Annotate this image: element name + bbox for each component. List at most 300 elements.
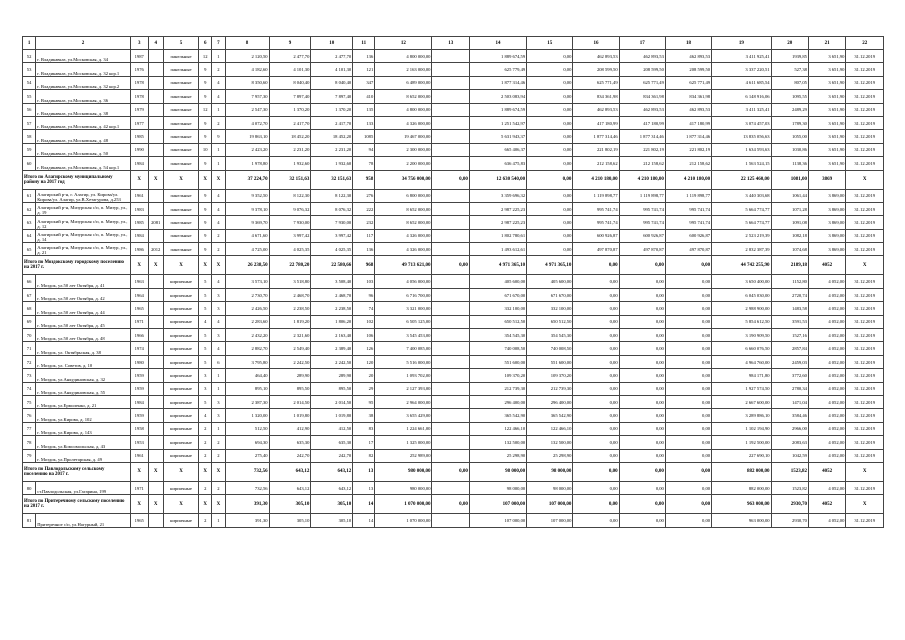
table-cell: 31.12.2019	[846, 63, 884, 76]
table-cell: 4 671,60	[225, 229, 269, 242]
table-cell: X	[130, 256, 148, 275]
table-cell	[432, 216, 469, 229]
table-cell: 1 019,80	[311, 409, 353, 422]
address-cell: Алагирский р-н, г. Алагир, ул. Кирова/ул. Кирова/ул. Алагир, ул.В.Хетагурова, д.253	[36, 189, 131, 202]
table-cell	[432, 202, 469, 215]
table-cell: 635,30	[311, 436, 353, 449]
table-cell: 22 125 460,00	[712, 170, 771, 189]
table-cell: 2	[212, 436, 225, 449]
table-cell: 2 238,50	[311, 302, 353, 315]
table-cell	[432, 288, 469, 301]
table-cell	[432, 302, 469, 315]
table-cell: 4	[212, 216, 225, 229]
address-cell: г. Моздок, ул.Анкудиновская, д. 32	[36, 369, 131, 382]
address-cell: Алагирский р-н, Мизурская с/п, п. Мизур, ул., д. 19	[36, 202, 131, 215]
table-cell: 3 074 457,03	[712, 116, 771, 129]
table-cell: кирпичные	[163, 436, 198, 449]
table-cell: 2 523 219,39	[712, 229, 771, 242]
table-cell: 2 387,30	[225, 395, 269, 408]
table-cell: 512,50	[225, 422, 269, 435]
table-cell: 1 119 898,77	[573, 189, 619, 202]
table-cell: 2 477,70	[311, 50, 353, 63]
table-cell: 242,70	[269, 449, 311, 462]
table-cell: 71	[23, 342, 36, 355]
table-cell	[432, 409, 469, 422]
table-cell	[148, 514, 163, 527]
table-cell: 1959	[130, 382, 148, 395]
table-cell: 32 151,63	[311, 170, 353, 189]
table-cell	[148, 329, 163, 342]
table-cell: 1 927 574,50	[712, 382, 771, 395]
table-cell: 5	[199, 342, 212, 355]
column-number-cell: 9	[269, 37, 311, 50]
table-cell: 1961	[130, 189, 148, 202]
table-cell: 0,00	[573, 256, 619, 275]
table-cell	[148, 422, 163, 435]
table-cell: 0,00	[665, 462, 711, 481]
column-number-cell: 1	[23, 37, 36, 50]
table-cell: 625 771,49	[665, 76, 711, 89]
column-number-cell: 21	[808, 37, 845, 50]
table-cell: X	[199, 170, 212, 189]
table-cell: 0,00	[527, 157, 573, 170]
table-cell: 0,00	[665, 436, 711, 449]
table-cell: 3 869,00	[808, 229, 845, 242]
table-cell: 0,00	[665, 329, 711, 342]
address-cell: г. Моздок, ул.Анкудиновская, д. 55	[36, 382, 131, 395]
table-row	[23, 103, 884, 116]
table-cell: 1	[212, 103, 225, 116]
table-cell: 8 122,30	[311, 189, 353, 202]
table-cell: 3 289 886,10	[712, 409, 771, 422]
table-cell: 625 771,49	[619, 76, 665, 89]
address-cell: г. Моздок, ул.50 лет Октября, д. 48	[36, 329, 131, 342]
table-cell: 958	[353, 170, 375, 189]
table-cell: 305,10	[311, 514, 353, 527]
table-cell: 4 052,00	[808, 422, 845, 435]
table-cell: 102	[353, 315, 375, 328]
table-cell: 4 611 685,54	[712, 76, 771, 89]
address-cell: г. Моздок, ул.Кирова, д. 102	[36, 409, 131, 422]
table-cell: 1979	[130, 103, 148, 116]
table-cell: 3 651,90	[808, 116, 845, 129]
table-cell	[148, 436, 163, 449]
table-cell: 0,00	[619, 315, 665, 328]
table-cell: 96	[353, 288, 375, 301]
table-cell: 73	[23, 369, 36, 382]
table-cell: кирпичные	[163, 409, 198, 422]
table-row	[23, 315, 884, 328]
table-cell	[148, 302, 163, 315]
table-cell: 1985	[130, 130, 148, 143]
table-cell: 7 897,40	[311, 90, 353, 103]
table-cell: 107 000,00	[469, 495, 526, 514]
table-cell: 1030,86	[771, 143, 808, 156]
table-cell: 0,00	[665, 481, 711, 494]
table-cell: 20	[353, 369, 375, 382]
table-cell: 834 361,98	[619, 90, 665, 103]
table-cell: 1 325 000,00	[375, 436, 432, 449]
table-cell: 527,38	[771, 63, 808, 76]
table-cell: 0,00	[665, 288, 711, 301]
table-cell: 2 468,70	[269, 288, 311, 301]
table-cell: 107 000,00	[527, 514, 573, 527]
table-cell: 1 932,60	[311, 157, 353, 170]
table-cell: 882 000,00	[712, 481, 771, 494]
table-cell: 275,40	[225, 449, 269, 462]
table-cell: 69	[23, 315, 36, 328]
table-cell: панельные	[163, 50, 198, 63]
table-cell: 1 889 674,59	[469, 50, 526, 63]
table-cell: 412,90	[269, 422, 311, 435]
subtotal-label: Итого по Притеречному сельскому поселению на 2017 г.	[23, 495, 131, 514]
column-number-cell: 8	[225, 37, 269, 50]
table-cell: 208 599,50	[573, 63, 619, 76]
table-cell: 31.12.2019	[846, 243, 884, 256]
table-cell: 7 897,40	[269, 90, 311, 103]
table-cell: 126	[353, 342, 375, 355]
table-cell: 980 000,00	[375, 481, 432, 494]
table-cell: 132 500,00	[527, 436, 573, 449]
table-cell: 296 400,00	[469, 395, 526, 408]
table-cell: 3 651,90	[808, 50, 845, 63]
address-cell: г. Моздок, ул.50 лет Октября, д. 41	[36, 275, 131, 288]
table-cell: 4 326 000,00	[375, 243, 432, 256]
table-row	[23, 355, 884, 368]
table-cell: 0,00	[527, 76, 573, 89]
table-cell: 8 040,40	[269, 76, 311, 89]
table-cell: 0,00	[573, 436, 619, 449]
table-cell: 1961	[130, 449, 148, 462]
table-row	[23, 243, 884, 256]
table-cell: 2459,03	[771, 355, 808, 368]
table-cell: 31.12.2019	[846, 514, 884, 527]
table-cell: 4 052,00	[808, 449, 845, 462]
table-cell: 740 008,50	[469, 342, 526, 355]
table-cell: 1939,85	[771, 50, 808, 63]
table-cell: 76	[23, 409, 36, 422]
table-cell: панельные	[163, 202, 198, 215]
table-cell: X	[199, 256, 212, 275]
table-cell: 0,00	[527, 130, 573, 143]
table-cell: 98 000,00	[469, 462, 526, 481]
address-cell: г. Владикавказ, ул.Московская, д. 54 кор.1	[36, 157, 131, 170]
table-cell: 3 795,80	[225, 355, 269, 368]
table-cell: 4	[199, 315, 212, 328]
table-cell: 0,00	[619, 395, 665, 408]
table-cell: 2 200 000,00	[375, 157, 432, 170]
table-row	[23, 63, 884, 76]
table-cell: 3 869,00	[808, 216, 845, 229]
table-cell: 1 563 524,15	[712, 157, 771, 170]
table-cell: 882 000,00	[712, 462, 771, 481]
table-cell: 9	[199, 216, 212, 229]
table-cell: 31.12.2019	[846, 449, 884, 462]
table-cell: 3 190 909,50	[712, 329, 771, 342]
table-cell: 4	[212, 90, 225, 103]
table-cell	[148, 449, 163, 462]
table-cell: 2 163 000,00	[375, 63, 432, 76]
table-cell: 2 667 600,00	[712, 395, 771, 408]
table-cell: 54	[23, 76, 36, 89]
column-number-cell: 19	[712, 37, 771, 50]
table-cell: 8 350,60	[225, 76, 269, 89]
table-row	[23, 436, 884, 449]
table-cell: 305,10	[269, 514, 311, 527]
table-cell: 0,00	[573, 422, 619, 435]
table-row	[23, 216, 884, 229]
table-cell: 1 093 702,00	[375, 369, 432, 382]
table-cell: 1984	[130, 395, 148, 408]
table-cell: 9	[199, 90, 212, 103]
table-cell: 31.12.2019	[846, 103, 884, 116]
table-cell	[432, 422, 469, 435]
table-cell: 106	[353, 329, 375, 342]
table-cell: 671 670,00	[527, 288, 573, 301]
table-cell: 19 863,10	[225, 130, 269, 143]
table-cell: 31.12.2019	[846, 409, 884, 422]
table-cell: 694,30	[225, 436, 269, 449]
table-cell: 75	[23, 395, 36, 408]
table-cell: 551 600,00	[469, 355, 526, 368]
table-cell: 57	[23, 116, 36, 129]
table-cell: 0,00	[619, 302, 665, 315]
address-cell: г. Владикавказ, ул.Московская, д. 36	[36, 90, 131, 103]
table-row	[23, 202, 884, 215]
table-cell: 643,12	[269, 481, 311, 494]
column-number-cell: 12	[375, 37, 432, 50]
table-cell: 12	[199, 50, 212, 63]
table-cell: 5 516 000,00	[375, 355, 432, 368]
table-row	[23, 329, 884, 342]
table-cell: 3	[199, 382, 212, 395]
table-cell: 1 019,80	[269, 409, 311, 422]
table-cell: панельные	[163, 90, 198, 103]
table-cell	[148, 315, 163, 328]
table-cell	[148, 229, 163, 242]
table-cell: 2	[212, 449, 225, 462]
table-cell: 77	[23, 422, 36, 435]
table-cell: 2780,34	[771, 382, 808, 395]
table-cell: X	[199, 462, 212, 481]
table-cell: 94	[353, 143, 375, 156]
table-cell: 1985	[130, 216, 148, 229]
table-cell: 72	[23, 355, 36, 368]
table-cell	[148, 395, 163, 408]
table-cell: 1	[212, 514, 225, 527]
table-cell: 0,00	[619, 275, 665, 288]
table-cell: 31.12.2019	[846, 216, 884, 229]
table-cell: 25 298,90	[527, 449, 573, 462]
table-cell: 103	[353, 275, 375, 288]
table-cell: X	[846, 170, 884, 189]
table-cell: 2 300 000,00	[375, 143, 432, 156]
table-cell: панельные	[163, 76, 198, 89]
table-cell: 1987	[130, 50, 148, 63]
column-number-cell: 6	[199, 37, 212, 50]
table-cell: 0,00	[432, 462, 469, 481]
table-cell: кирпичные	[163, 481, 198, 494]
table-cell: 12	[199, 103, 212, 116]
table-cell	[148, 342, 163, 355]
table-cell: X	[148, 256, 163, 275]
table-cell: X	[163, 170, 198, 189]
table-cell: 643,12	[311, 481, 353, 494]
table-cell: 31.12.2019	[846, 50, 884, 63]
column-number-cell: 18	[665, 37, 711, 50]
table-cell: 3 508,40	[311, 275, 353, 288]
table-cell: 3 997,42	[311, 229, 353, 242]
table-cell: 0,00	[527, 63, 573, 76]
table-cell	[148, 130, 163, 143]
address-cell: г. Моздок, ул. Советов, д. 10	[36, 355, 131, 368]
table-cell: 0,00	[665, 382, 711, 395]
table-cell: 4052	[808, 462, 845, 481]
subtotal-row	[23, 495, 884, 514]
column-number-cell: 11	[353, 37, 375, 50]
table-cell: 671 670,00	[469, 288, 526, 301]
table-cell: кирпичные	[163, 315, 198, 328]
table-cell: 2966,00	[771, 422, 808, 435]
table-cell: 305,10	[269, 495, 311, 514]
table-cell: 4	[212, 189, 225, 202]
table-row	[23, 130, 884, 143]
table-cell: 462 893,53	[619, 50, 665, 63]
table-cell: 2 503 083,94	[469, 90, 526, 103]
table-cell: 221 802,19	[573, 143, 619, 156]
table-cell: 4 326 000,00	[375, 229, 432, 242]
table-cell: 22 580,66	[311, 256, 353, 275]
table-cell: 4 052,00	[808, 382, 845, 395]
table-cell: 9 076,32	[269, 202, 311, 215]
table-cell: X	[130, 495, 148, 514]
housing-repair-table	[22, 36, 884, 528]
table-cell: 2 468,70	[311, 288, 353, 301]
table-cell: кирпичные	[163, 275, 198, 288]
table-cell: 2 321,60	[269, 329, 311, 342]
table-cell: 109 370,20	[527, 369, 573, 382]
table-cell: 2	[199, 514, 212, 527]
table-cell: 1 192 500,00	[712, 436, 771, 449]
table-cell: 4 052,00	[808, 329, 845, 342]
table-cell: 0,00	[665, 514, 711, 527]
table-cell: 31.12.2019	[846, 90, 884, 103]
address-cell: г. Моздок, ул.50 лет Октября, д. 44	[36, 302, 131, 315]
table-cell: 0,00	[619, 355, 665, 368]
table-cell: 34 756 000,00	[375, 170, 432, 189]
table-cell: 0,00	[619, 514, 665, 527]
table-cell: 2 432,20	[225, 329, 269, 342]
table-cell: кирпичные	[163, 302, 198, 315]
table-cell: 1 819,20	[269, 315, 311, 328]
table-cell: 4 052,00	[808, 481, 845, 494]
table-cell: 53	[23, 63, 36, 76]
table-cell: 0,00	[573, 315, 619, 328]
table-cell	[432, 63, 469, 76]
table-cell: 1 070 000,00	[375, 495, 432, 514]
table-cell: X	[846, 462, 884, 481]
table-cell: 462 893,53	[665, 50, 711, 63]
table-cell: 3 573,10	[225, 275, 269, 288]
table-cell: 2857,84	[771, 342, 808, 355]
table-cell: 2	[199, 481, 212, 494]
table-cell: 3584,46	[771, 409, 808, 422]
address-cell: г. Моздок, ул. Октябрьская, д. 38	[36, 342, 131, 355]
table-cell: 650 512,50	[469, 315, 526, 328]
table-cell: 2 231,20	[269, 143, 311, 156]
table-cell: 497 870,87	[665, 243, 711, 256]
table-cell: панельные	[163, 229, 198, 242]
table-cell: 0,00	[573, 329, 619, 342]
table-cell: кирпичные	[163, 422, 198, 435]
table-cell: 1959	[130, 369, 148, 382]
table-cell: 0,00	[573, 382, 619, 395]
table-cell: 9	[199, 243, 212, 256]
table-cell: 4 101,30	[269, 63, 311, 76]
table-cell: 2 231,20	[311, 143, 353, 156]
table-cell: 1 070 000,00	[375, 514, 432, 527]
subtotal-label: Итого по Моздокскому городскому поселению на 2017 г.	[23, 256, 131, 275]
table-cell: 25 298,90	[469, 449, 526, 462]
table-cell: 995 741,74	[665, 202, 711, 215]
table-cell: 4 182,60	[225, 63, 269, 76]
table-cell: 3	[199, 369, 212, 382]
table-cell	[148, 202, 163, 215]
table-cell: 4 052,00	[808, 436, 845, 449]
table-cell: 0,00	[619, 422, 665, 435]
column-number-row	[23, 37, 884, 50]
table-cell: 79	[23, 449, 36, 462]
table-cell: 0,00	[527, 202, 573, 215]
table-row	[23, 409, 884, 422]
table-cell: 1963	[130, 275, 148, 288]
table-cell: 1 251 542,97	[469, 116, 526, 129]
table-cell: 6 716 700,00	[375, 288, 432, 301]
table-cell: 8 122,30	[269, 189, 311, 202]
table-cell: 2	[199, 449, 212, 462]
table-cell: 4 800 000,00	[375, 50, 432, 63]
table-cell: 625 779,49	[469, 63, 526, 76]
table-cell	[148, 63, 163, 76]
table-cell: панельные	[163, 189, 198, 202]
table-cell: 37 224,70	[225, 170, 269, 189]
table-cell: 52	[23, 50, 36, 63]
table-row	[23, 449, 884, 462]
table-cell: 0,00	[527, 170, 573, 189]
table-cell: 551 600,00	[527, 355, 573, 368]
table-cell: 963 000,00	[712, 514, 771, 527]
table-cell: 38	[353, 409, 375, 422]
table-cell: 0,00	[573, 409, 619, 422]
table-cell: X	[212, 256, 225, 275]
table-cell: 2 238,50	[269, 302, 311, 315]
table-cell: 3772,60	[771, 369, 808, 382]
table-cell: 65	[23, 243, 36, 256]
table-cell: 1138,36	[771, 157, 808, 170]
table-cell: 9	[199, 202, 212, 215]
table-cell: 4 210 180,00	[665, 170, 711, 189]
table-cell: 117	[353, 229, 375, 242]
table-cell: 995 741,74	[573, 202, 619, 215]
table-cell: 135	[353, 103, 375, 116]
table-cell: X	[148, 170, 163, 189]
table-cell: 4052	[808, 495, 845, 514]
table-cell: 2 127 393,00	[375, 382, 432, 395]
table-cell	[432, 369, 469, 382]
table-cell	[432, 116, 469, 129]
table-cell: 1081,00	[771, 170, 808, 189]
table-cell	[432, 50, 469, 63]
